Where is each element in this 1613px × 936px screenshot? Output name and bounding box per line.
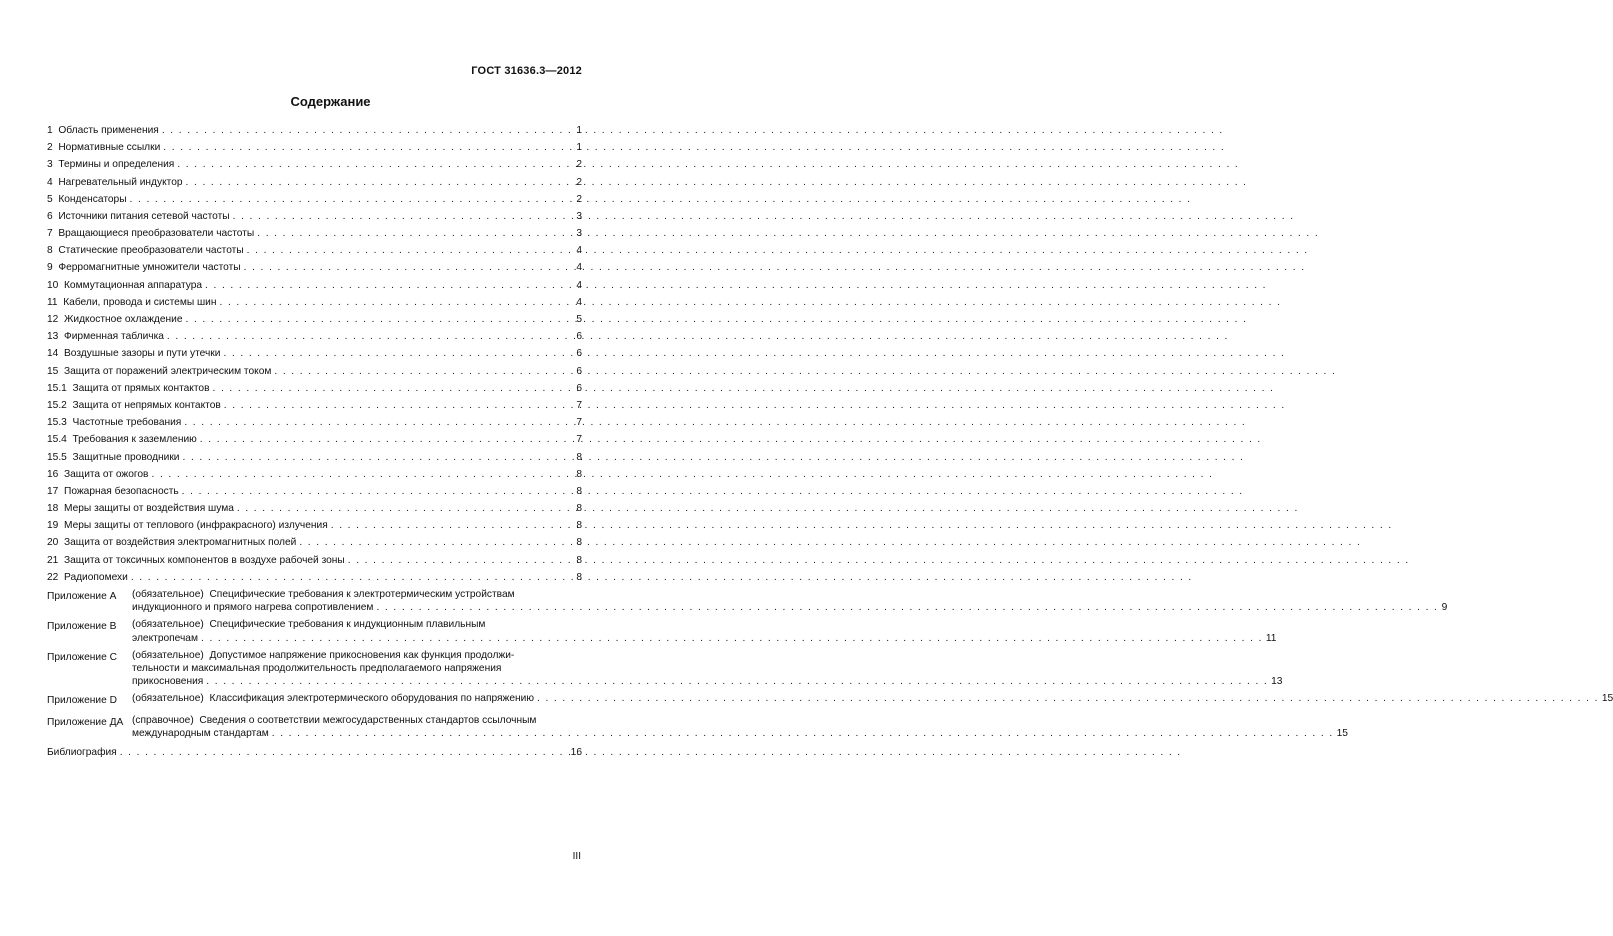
toc-entry-label: 2 Нормативные ссылки	[47, 142, 161, 154]
toc-entry[interactable]	[47, 260, 582, 277]
toc-entry-page: 2	[576, 176, 582, 188]
leader-dots	[183, 449, 574, 466]
toc-entry-label: 12 Жидкостное охлаждение	[47, 314, 183, 326]
leader-dots	[212, 380, 573, 397]
appendix-entry[interactable]	[47, 649, 1283, 689]
leader-dots	[233, 208, 573, 225]
appendix-entry[interactable]	[47, 692, 1613, 709]
toc-entry[interactable]	[47, 242, 582, 259]
appendix-description	[132, 692, 1613, 709]
toc-entry-label: 15.3 Частотные требования	[47, 417, 182, 429]
appendix-line	[132, 692, 1613, 705]
toc-entry-page: 8	[576, 503, 582, 515]
toc-entry[interactable]	[47, 156, 582, 173]
toc-entry-label: 22 Радиопомехи	[47, 571, 128, 583]
toc-entry-page: 8	[576, 520, 582, 532]
toc-entry[interactable]	[47, 328, 582, 345]
toc-entry-label: 20 Защита от воздействия электромагнитных полей	[47, 537, 297, 549]
toc-entry-page: 8	[576, 485, 582, 497]
leader-dots	[219, 294, 573, 311]
bibliography-label: Библиография	[47, 746, 117, 758]
toc-entry-page: 8	[576, 571, 582, 583]
toc-entry[interactable]	[47, 569, 582, 586]
toc-entry-label: 16 Защита от ожогов	[47, 468, 149, 480]
appendix-description	[132, 714, 1348, 740]
appendix-line	[132, 675, 1282, 688]
toc-entry-label: 10 Коммутационная аппаратура	[47, 279, 203, 291]
document-id: ГОСТ 31636.3—2012	[471, 65, 582, 77]
leader-dots	[201, 632, 1263, 645]
toc-entry-page: 1	[576, 142, 582, 154]
toc-entry-page: 7	[576, 417, 582, 429]
appendix-line	[132, 727, 1348, 740]
leader-dots	[272, 727, 1334, 740]
toc-entry-label: 5 Конденсаторы	[47, 193, 127, 205]
leader-dots	[299, 534, 573, 551]
appendix-line-text: электропечам	[132, 632, 198, 644]
toc-entry-page: 3	[576, 210, 582, 222]
leader-dots	[274, 363, 573, 380]
leader-dots	[186, 174, 573, 191]
appendix-line-text: (обязательное) Специфические требования к электротермическим устройствам	[132, 589, 515, 601]
leader-dots	[151, 466, 573, 483]
toc-entry[interactable]	[47, 208, 582, 225]
appendix-line	[132, 588, 1447, 601]
appendix-line	[132, 662, 1282, 675]
toc-entry-page: 4	[576, 245, 582, 257]
appendix-entry[interactable]	[47, 588, 1448, 614]
appendix-page: 9	[1441, 602, 1448, 614]
toc-entry-page: 3	[576, 228, 582, 240]
toc-entry-page: 2	[576, 193, 582, 205]
toc-entry-label: 13 Фирменная табличка	[47, 331, 164, 343]
toc-entry[interactable]	[47, 449, 582, 466]
toc-entry-label: 3 Термины и определения	[47, 159, 175, 171]
page-number: III	[572, 851, 581, 862]
leader-dots	[177, 156, 573, 173]
toc-entry[interactable]	[47, 311, 582, 328]
leader-dots	[120, 744, 568, 761]
toc-entry-page: 5	[576, 314, 582, 326]
appendix-name: Приложение D	[47, 695, 117, 707]
toc-entry-page: 6	[576, 348, 582, 360]
toc-entry-label: 7 Вращающиеся преобразователи частоты	[47, 228, 255, 240]
appendix-page: 11	[1265, 632, 1277, 644]
appendix-name: Приложение ДА	[47, 716, 124, 728]
leader-dots	[223, 345, 573, 362]
leader-dots	[237, 500, 573, 517]
bibliography-entry[interactable]	[47, 744, 582, 761]
appendix-line-text: (обязательное) Классификация электротермического оборудования по напряжению	[132, 693, 534, 705]
toc-entry-page: 8	[576, 537, 582, 549]
leader-dots	[205, 277, 573, 294]
appendix-line	[132, 632, 1276, 645]
toc-entry-page: 6	[576, 382, 582, 394]
appendix-name: Приложение В	[47, 621, 117, 633]
toc-entry[interactable]	[47, 174, 582, 191]
leader-dots	[185, 311, 573, 328]
toc-entry-label: 6 Источники питания сетевой частоты	[47, 210, 230, 222]
appendix-line	[132, 601, 1447, 614]
appendix-page: 15	[1601, 693, 1613, 705]
toc-entry-page: 8	[576, 451, 582, 463]
toc-entry-page: 2	[576, 159, 582, 171]
toc-entry[interactable]	[47, 277, 582, 294]
toc-entry-label: 14 Воздушные зазоры и пути утечки	[47, 348, 221, 360]
toc-entry-label: 11 Кабели, провода и системы шин	[47, 296, 217, 308]
toc-entry[interactable]	[47, 517, 582, 534]
leader-dots	[163, 139, 573, 156]
toc-entry-label: 15.1 Защита от прямых контактов	[47, 382, 210, 394]
leader-dots	[376, 601, 1438, 614]
appendix-page: 13	[1271, 676, 1283, 688]
toc-entry-label: 4 Нагревательный индуктор	[47, 176, 183, 188]
appendix-entry[interactable]	[47, 714, 1348, 740]
toc-entry[interactable]	[47, 535, 582, 552]
toc-entry[interactable]	[47, 139, 582, 156]
toc-entry[interactable]	[47, 363, 582, 380]
leader-dots	[182, 483, 573, 500]
leader-dots	[331, 517, 573, 534]
leader-dots	[184, 414, 573, 431]
page-title: Содержание	[290, 94, 371, 109]
toc-entry[interactable]	[47, 483, 582, 500]
appendix-name: Приложение А	[47, 591, 117, 603]
toc-entry[interactable]	[47, 380, 582, 397]
toc-entry-label: 15.2 Защита от непрямых контактов	[47, 399, 221, 411]
appendix-line-text: (обязательное) Допустимое напряжение прикосновения как функция продолжи-	[132, 649, 515, 661]
toc-entry-label: 15 Защита от поражений электрическим током	[47, 365, 272, 377]
toc-entry[interactable]	[47, 414, 582, 431]
leader-dots	[167, 328, 573, 345]
appendix-line-text: тельности и максимальная продолжительность предполагаемого напряжения	[132, 662, 502, 674]
leader-dots	[200, 431, 573, 448]
toc-entry-label: 15.5 Защитные проводники	[47, 451, 180, 463]
appendix-line-text: индукционного и прямого нагрева сопротивлением	[132, 602, 374, 614]
toc-entry[interactable]	[47, 345, 582, 362]
toc-entry[interactable]	[47, 122, 582, 139]
toc-entry-page: 4	[576, 279, 582, 291]
toc-entry-label: 8 Статические преобразователи частоты	[47, 245, 244, 257]
leader-dots	[130, 191, 573, 208]
appendix-name: Приложение С	[47, 651, 117, 663]
leader-dots	[162, 122, 573, 139]
leader-dots	[247, 242, 573, 259]
toc-entry-page: 4	[576, 262, 582, 274]
leader-dots	[131, 569, 573, 586]
appendix-line-text: прикосновения	[132, 676, 204, 688]
appendix-line	[132, 714, 1348, 727]
toc-entry-page: 6	[576, 365, 582, 377]
toc-entry[interactable]	[47, 294, 582, 311]
toc-entry[interactable]	[47, 466, 582, 483]
toc-entry-label: 21 Защита от токсичных компонентов в воздухе рабочей зоны	[47, 554, 345, 566]
leader-dots	[206, 675, 1268, 688]
appendix-entry[interactable]	[47, 618, 1277, 644]
toc-entry-page: 1	[576, 124, 582, 136]
toc-entry-label: 1 Область применения	[47, 124, 159, 136]
appendix-line	[132, 618, 1276, 631]
leader-dots	[537, 692, 1599, 705]
leader-dots	[224, 397, 573, 414]
toc-entry-page: 8	[576, 554, 582, 566]
toc-entry-page: 4	[576, 296, 582, 308]
appendix-line-text: международным стандартам	[132, 727, 269, 739]
leader-dots	[348, 552, 573, 569]
table-of-contents	[47, 122, 1613, 761]
toc-entry[interactable]	[47, 191, 582, 208]
toc-entry[interactable]	[47, 500, 582, 517]
toc-entry-label: 15.4 Требования к заземлению	[47, 434, 197, 446]
appendix-description	[132, 588, 1447, 614]
appendix-line-text: (обязательное) Специфические требования к индукционным плавильным	[132, 619, 486, 631]
toc-entry-label: 19 Меры защиты от теплового (инфракрасного) излучения	[47, 520, 328, 532]
toc-entry[interactable]	[47, 397, 582, 414]
toc-entry-label: 9 Ферромагнитные умножители частоты	[47, 262, 241, 274]
leader-dots	[244, 259, 573, 276]
leader-dots	[257, 225, 573, 242]
appendix-line-text: (справочное) Сведения о соответствии межгосударственных стандартов ссылочным	[132, 714, 537, 726]
toc-entry-page: 6	[576, 331, 582, 343]
toc-entry-page: 7	[576, 399, 582, 411]
toc-entry-page: 8	[576, 468, 582, 480]
toc-entry-label: 18 Меры защиты от воздействия шума	[47, 503, 234, 515]
toc-entry-page: 7	[576, 434, 582, 446]
appendix-line	[132, 649, 1282, 662]
bibliography-page: 16	[570, 746, 582, 758]
toc-entry-label: 17 Пожарная безопасность	[47, 485, 179, 497]
toc-entry[interactable]	[47, 552, 582, 569]
appendix-description	[132, 649, 1282, 689]
toc-entry[interactable]	[47, 431, 582, 448]
appendix-description	[132, 618, 1276, 644]
toc-entry[interactable]	[47, 225, 582, 242]
appendix-page: 15	[1336, 727, 1348, 739]
